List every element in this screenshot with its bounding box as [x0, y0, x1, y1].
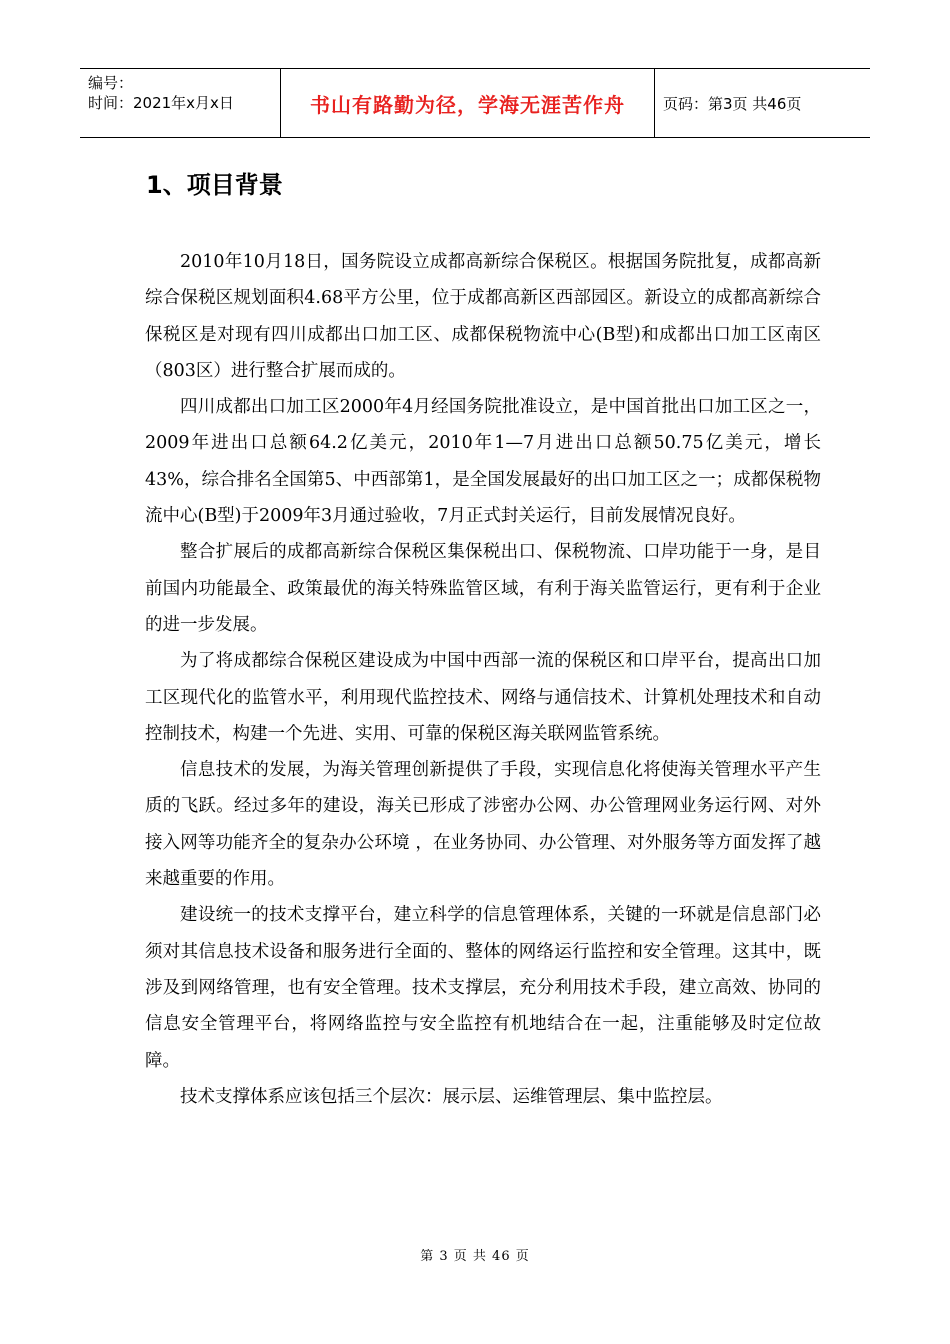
motto-text: 书山有路勤为径，学海无涯苦作舟	[310, 92, 625, 117]
header-motto-cell	[280, 69, 655, 137]
document-body	[145, 244, 821, 1115]
number-label: 编号：	[88, 74, 134, 92]
section-title: 1、项目背景	[146, 171, 283, 199]
time-label: 时间：2021年x月x日	[88, 94, 234, 112]
paragraph: 四川成都出口加工区2000年4月经国务院批准设立，是中国首批出口加工区之一，2009年进出口总额64.2亿美元，2010年1—7月进出口总额50.75亿美元，增长43%，综合排名全国第5、中西部第1，是全国发展最好的出口加工区之一；成都保税物流中心(B型)于2009年3月通过验收，7月正式封关运行，目前发展情况良好。	[145, 397, 821, 527]
paragraph: 整合扩展后的成都高新综合保税区集保税出口、保税物流、口岸功能于一身，是目前国内功能最全、政策最优的海关特殊监管区域，有利于海关监管运行，更有利于企业的进一步发展。	[145, 542, 821, 635]
header-meta	[80, 69, 280, 137]
paragraph: 2010年10月18日，国务院设立成都高新综合保税区。根据国务院批复，成都高新综合保税区规划面积4.68平方公里，位于成都高新区西部园区。新设立的成都高新综合保税区是对现有四川成都出口加工区、成都保税物流中心(B型)和成都出口加工区南区（803区）进行整合扩展而成的。	[145, 252, 821, 381]
paragraph: 建设统一的技术支撑平台，建立科学的信息管理体系，关键的一环就是信息部门必须对其信息技术设备和服务进行全面的、整体的网络运行监控和安全管理。这其中，既涉及到网络管理，也有安全管理。技术支撑层，充分利用技术手段，建立高效、协同的信息安全管理平台，将网络监控与安全监控有机地结合在一起，注重能够及时定位故障。	[145, 905, 821, 1071]
page-info-text: 页码：第3页 共46页	[663, 94, 802, 113]
page-footer	[0, 1245, 950, 1264]
paragraph: 信息技术的发展，为海关管理创新提供了手段，实现信息化将使海关管理水平产生质的飞跃。经过多年的建设，海关已形成了涉密办公网、办公管理网业务运行网、对外接入网等功能齐全的复杂办公环境 ，在业务协同、办公管理、对外服务等方面发挥了越来越重要的作用。	[145, 760, 821, 890]
footer-page-number: 第 3 页 共 46 页	[420, 1249, 530, 1264]
paragraph: 技术支撑体系应该包括三个层次：展示层、运维管理层、集中监控层。	[180, 1086, 723, 1107]
page-header	[80, 68, 870, 138]
paragraph: 为了将成都综合保税区建设成为中国中西部一流的保税区和口岸平台，提高出口加工区现代化的监管水平，利用现代监控技术、网络与通信技术、计算机处理技术和自动控制技术，构建一个先进、实用、可靠的保税区海关联网监管系统。	[145, 651, 821, 744]
header-page-info	[655, 69, 870, 137]
